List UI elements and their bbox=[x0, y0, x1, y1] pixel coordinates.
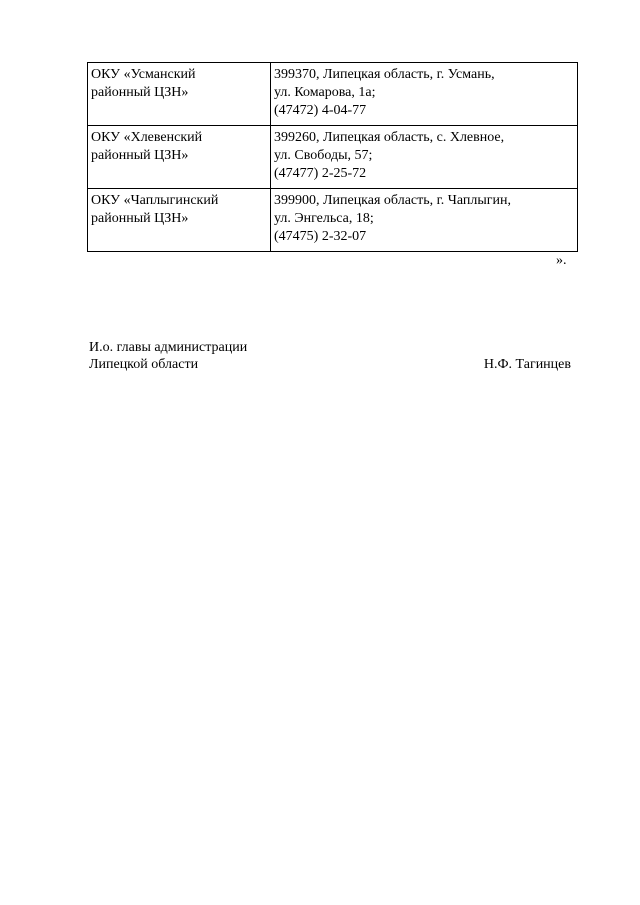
table-row bbox=[88, 126, 578, 189]
signer-position-line: Липецкой области bbox=[89, 357, 199, 372]
center-address-line: 399900, Липецкая область, г. Чаплыгин, bbox=[274, 193, 512, 208]
center-street-line: ул. Энгельса, 18; bbox=[274, 211, 374, 226]
center-address-cell bbox=[271, 63, 578, 126]
center-address-cell bbox=[271, 189, 578, 252]
center-name-line: ОКУ «Хлевенский bbox=[91, 130, 203, 145]
center-phone-line: (47477) 2-25-72 bbox=[274, 166, 367, 181]
signer-name: Н.Ф. Тагинцев bbox=[483, 357, 571, 372]
center-name-cell bbox=[88, 126, 271, 189]
closing-quote-mark: ». bbox=[556, 253, 567, 268]
center-name-line: районный ЦЗН» bbox=[91, 211, 189, 226]
center-name-line: районный ЦЗН» bbox=[91, 148, 189, 163]
center-phone-line: (47475) 2-32-07 bbox=[274, 229, 367, 244]
employment-centers-table bbox=[87, 62, 578, 252]
center-street-line: ул. Свободы, 57; bbox=[274, 148, 373, 163]
center-phone-line: (47472) 4-04-77 bbox=[274, 103, 367, 118]
signature-block bbox=[89, 339, 571, 373]
center-address-line: 399260, Липецкая область, с. Хлевное, bbox=[274, 130, 505, 145]
center-name-cell bbox=[88, 63, 271, 126]
table-row bbox=[88, 63, 578, 126]
center-name-line: ОКУ «Усманский bbox=[91, 67, 196, 82]
center-name-line: ОКУ «Чаплыгинский bbox=[91, 193, 219, 208]
center-name-line: районный ЦЗН» bbox=[91, 85, 189, 100]
signer-position-line: И.о. главы администрации bbox=[89, 340, 248, 355]
center-name-cell bbox=[88, 189, 271, 252]
center-address-line: 399370, Липецкая область, г. Усмань, bbox=[274, 67, 495, 82]
table-row bbox=[88, 189, 578, 252]
center-address-cell bbox=[271, 126, 578, 189]
signature-row bbox=[89, 356, 571, 373]
center-street-line: ул. Комарова, 1а; bbox=[274, 85, 376, 100]
